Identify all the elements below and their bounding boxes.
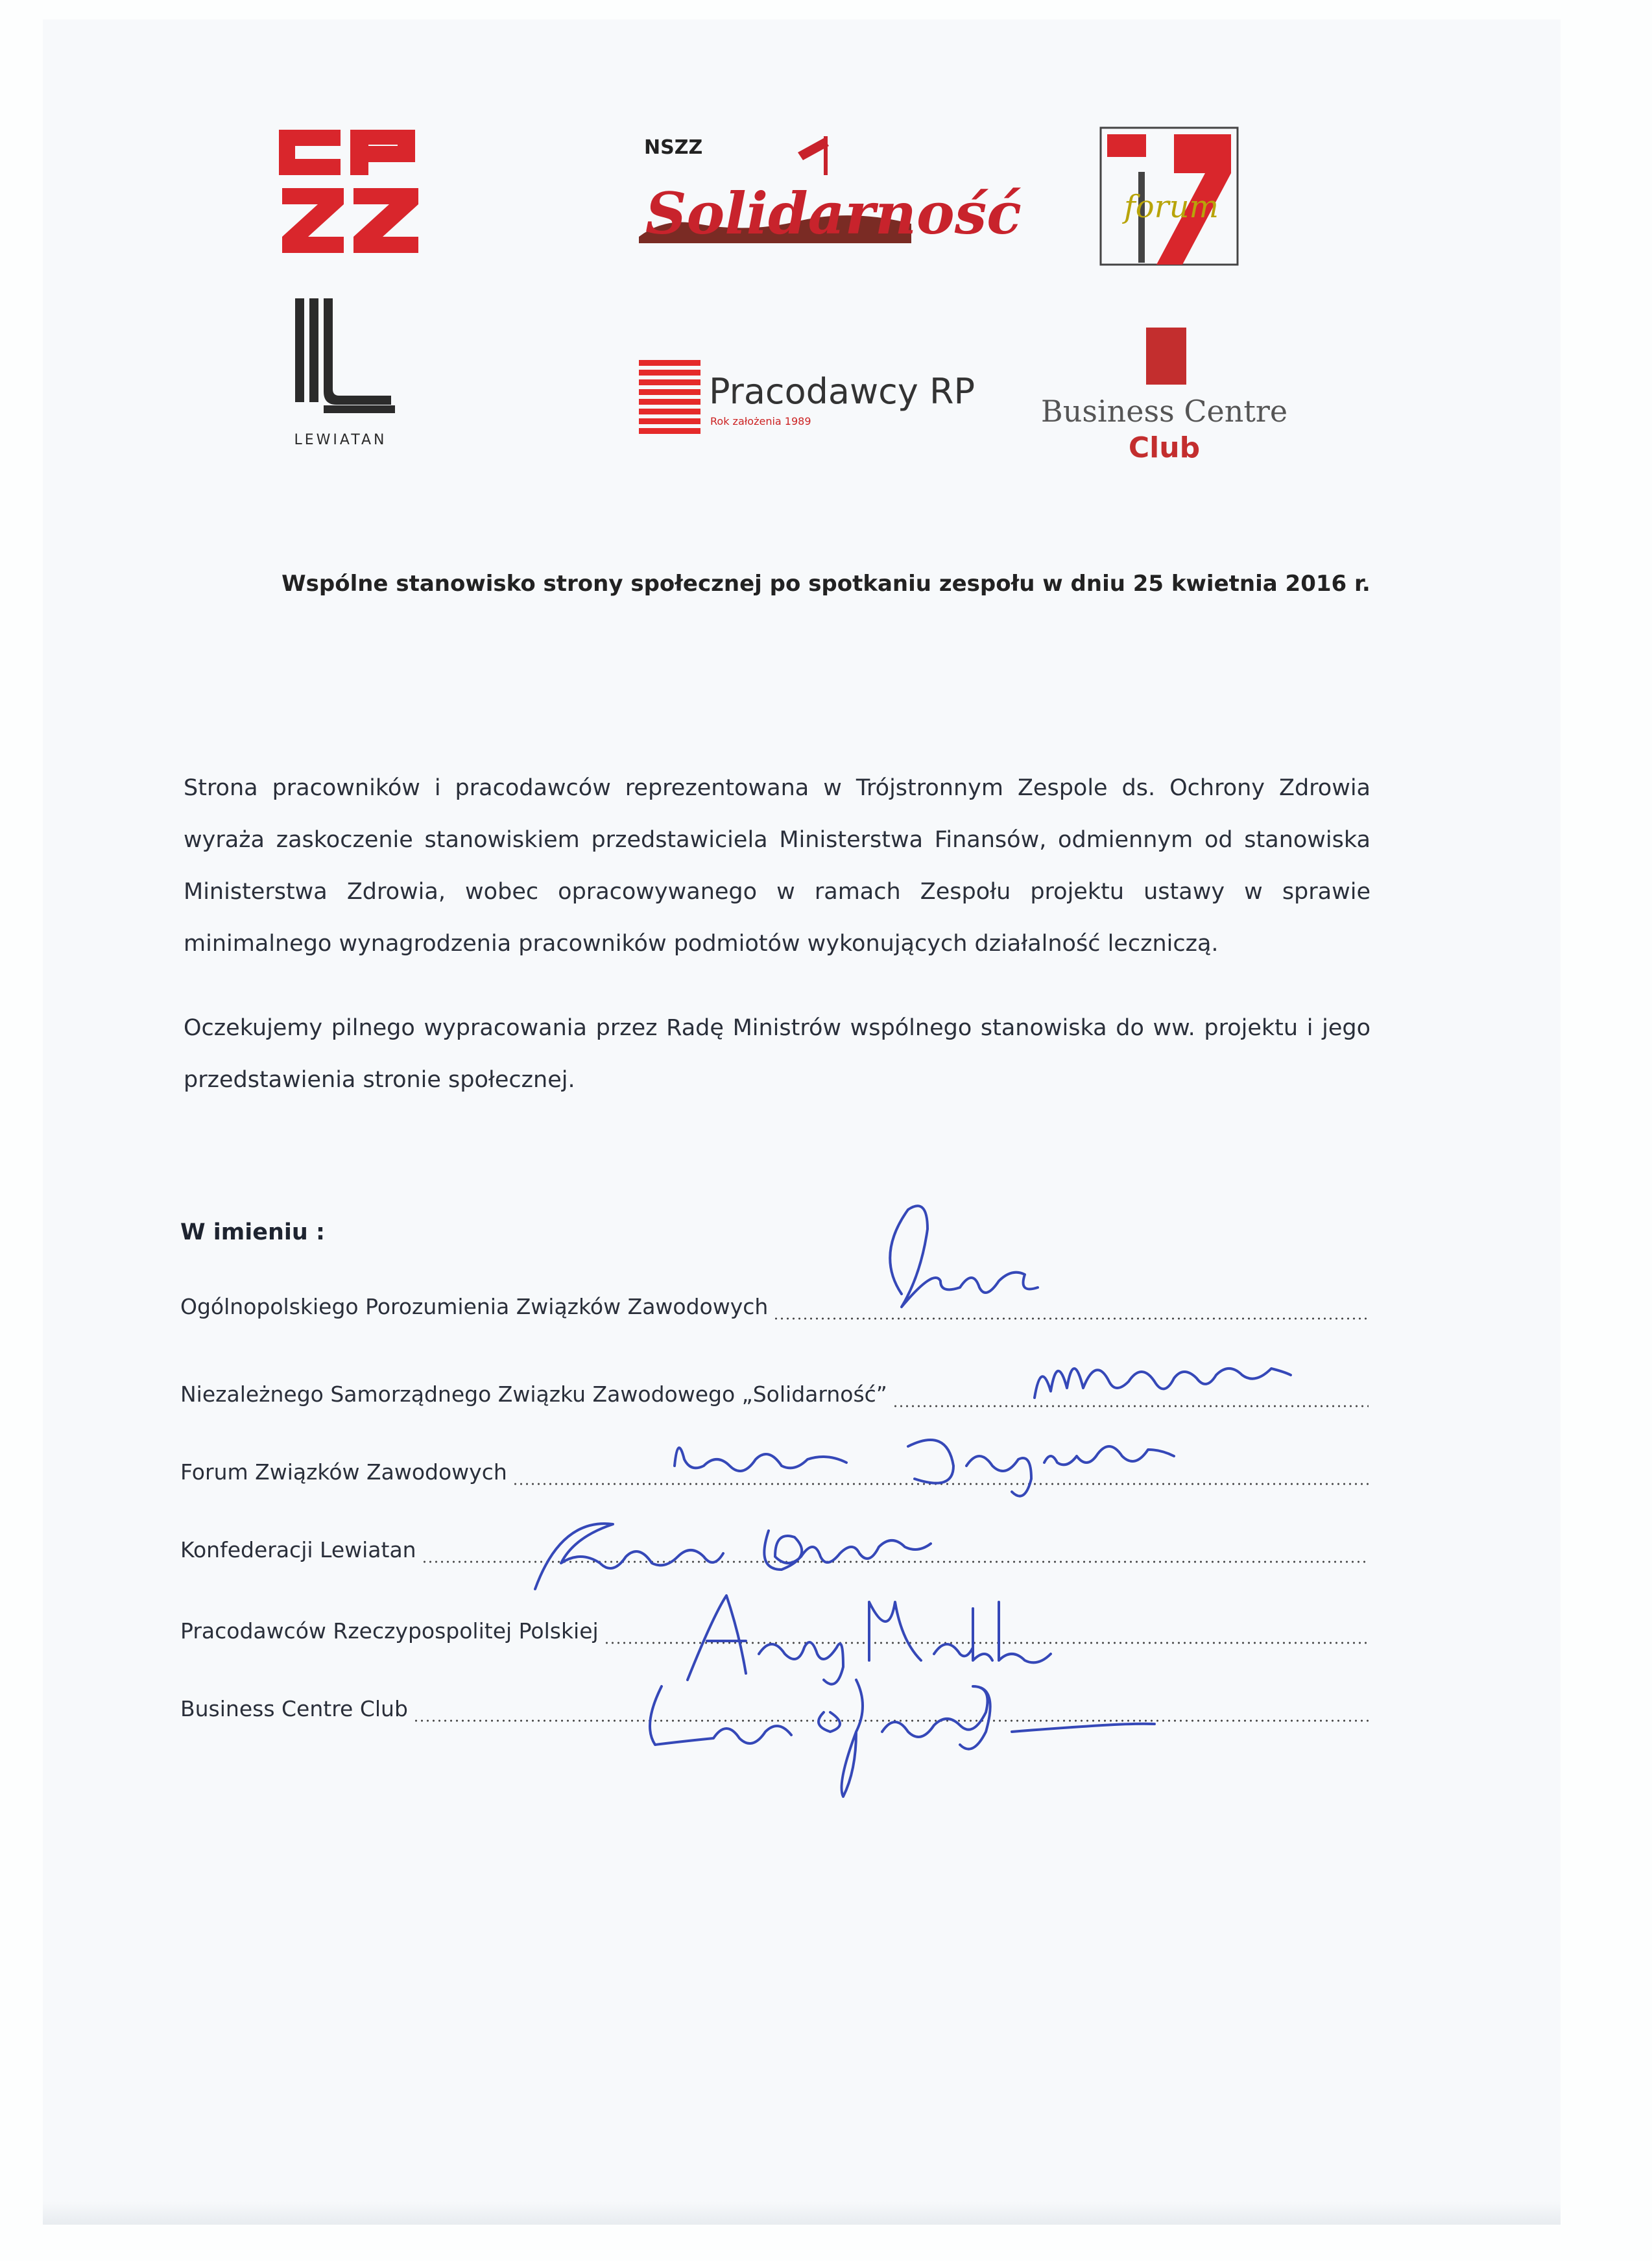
forum-wordmark: forum bbox=[1124, 189, 1219, 225]
pracodawcy-wordmark: Pracodawcy RP bbox=[709, 371, 976, 412]
document-page bbox=[43, 19, 1561, 2225]
business-centre-club-logo bbox=[1041, 328, 1287, 464]
solidarnosc-nszz-text: NSZZ bbox=[644, 136, 703, 159]
pracodawcy-rp-logo bbox=[639, 357, 976, 441]
signatory-org: Business Centre Club bbox=[180, 1696, 408, 1721]
paragraph-1: Strona pracowników i pracodawców reprezentowana w Trójstronnym Zespole ds. Ochrony Zdrowia wyraża zaskoczenie stanowiskiem przedstawiciela Ministerstwa Finansów, odmiennym od stanowiska Ministerstwa Zdrowia, wobec opracowywanego w ramach Zespołu projektu ustawy w sprawie minimalnego wynagrodzenia pracowników podmiotów wykonujących działalność leczniczą. bbox=[184, 775, 1371, 957]
pracodawcy-subtext: Rok założenia 1989 bbox=[710, 415, 811, 427]
signatory-org: Ogólnopolskiego Porozumienia Związków Zawodowych bbox=[180, 1294, 769, 1319]
solidarnosc-logo bbox=[639, 126, 1022, 263]
signatory-org: Forum Związków Zawodowych bbox=[180, 1459, 507, 1485]
bcc-wordmark-line1: Business Centre bbox=[1040, 394, 1288, 429]
signatory-org: Pracodawców Rzeczypospolitej Polskiej bbox=[180, 1618, 599, 1644]
signatory-org: Konfederacji Lewiatan bbox=[180, 1537, 416, 1562]
solidarnosc-wordmark: Solidarność bbox=[645, 180, 1022, 247]
signature-bcc bbox=[610, 1660, 1161, 1797]
signatory-row-opzz bbox=[180, 1294, 1369, 1326]
signatory-org: Niezależnego Samorządnego Związku Zawodowego „Solidarność” bbox=[180, 1382, 887, 1407]
signature-opzz bbox=[863, 1197, 1090, 1346]
signature-fzz bbox=[668, 1427, 1187, 1498]
on-behalf-label: W imieniu : bbox=[180, 1219, 326, 1245]
paragraph-2: Oczekujemy pilnego wypracowania przez Radę Ministrów wspólnego stanowiska do ww. projektu i jego przedstawienia stronie społecznej. bbox=[184, 1015, 1371, 1093]
lewiatan-logo bbox=[276, 295, 405, 451]
bcc-wordmark-line2: Club bbox=[1128, 431, 1201, 464]
signature-solidarnosc bbox=[1028, 1346, 1300, 1417]
forum-logo bbox=[1099, 126, 1239, 266]
document-title: Wspólne stanowisko strony społecznej po spotkaniu zespołu w dniu 25 kwietnia 2016 r. bbox=[281, 571, 1371, 597]
opzz-logo bbox=[276, 123, 425, 253]
lewiatan-wordmark: LEWIATAN bbox=[294, 432, 387, 448]
